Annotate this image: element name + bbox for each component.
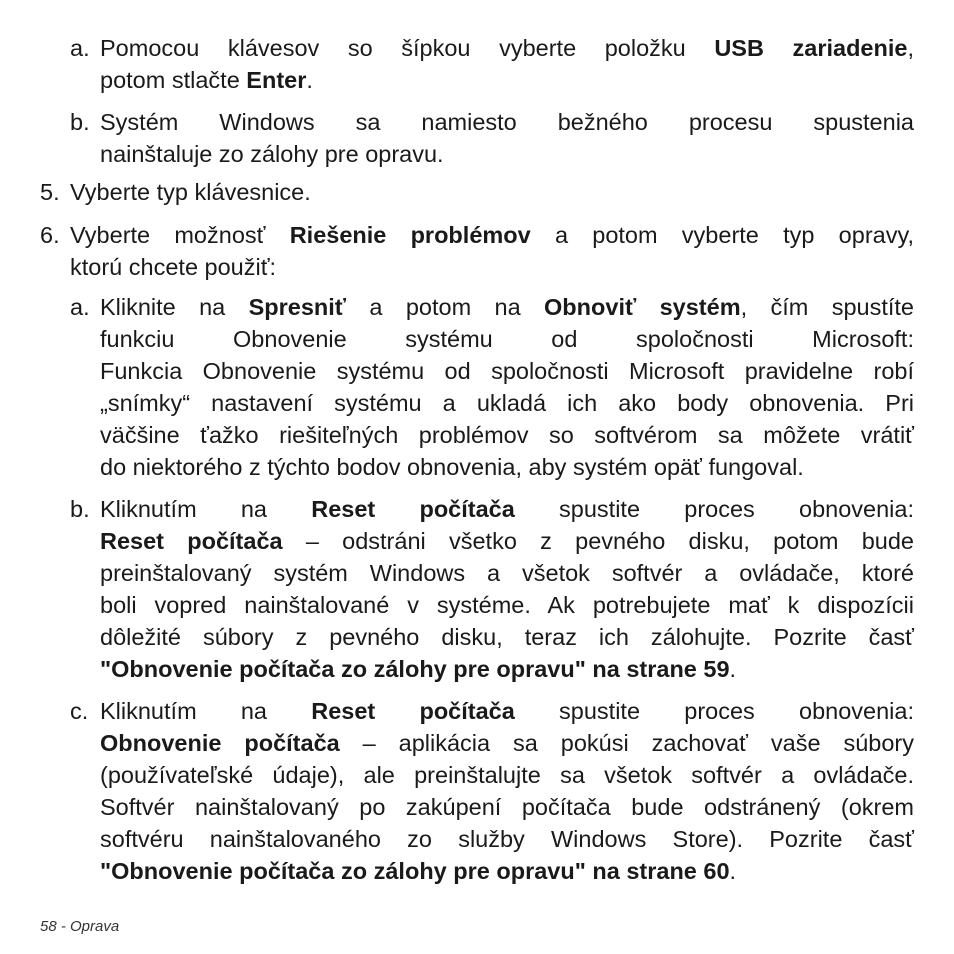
- text-run: nainštaluje zo zálohy pre opravu.: [100, 141, 444, 167]
- bold-text: Reset počítača: [311, 496, 515, 522]
- text-run: Systém Windows sa namiesto bežného procesu spustenia: [100, 109, 914, 135]
- text-run: potom stlačte: [100, 67, 247, 93]
- list-item-text: [100, 32, 914, 96]
- bold-text: Obnoviť systém: [544, 294, 741, 320]
- bold-text: Riešenie problémov: [289, 222, 531, 248]
- text-line: [100, 323, 914, 355]
- list-item-text: [100, 291, 914, 483]
- text-line: [100, 589, 914, 621]
- list-marker: b.: [70, 496, 90, 522]
- list-marker: a.: [70, 35, 90, 61]
- text-run: Kliknutím na: [100, 698, 312, 724]
- list-item-text: [100, 493, 914, 685]
- page-footer: 58 - Oprava: [40, 918, 120, 935]
- bold-text: Obnovenie počítača: [100, 730, 340, 756]
- text-run: preinštalovaný systém Windows a všetok softvér a ovládače, ktoré: [100, 560, 914, 586]
- text-run: ktorú chcete použiť:: [70, 254, 277, 280]
- list-marker: c.: [70, 698, 89, 724]
- text-line: [100, 64, 914, 96]
- text-run: softvéru nainštalovaného zo služby Windows Store). Pozrite časť: [100, 826, 914, 852]
- bold-text: "Obnovenie počítača zo zálohy pre opravu" na strane 59: [100, 656, 730, 682]
- text-run: (používateľské údaje), ale preinštalujte sa všetok softvér a ovládače.: [100, 762, 914, 788]
- text-line: [100, 493, 914, 525]
- list-marker: a.: [70, 294, 90, 320]
- text-run: Kliknutím na: [100, 496, 312, 522]
- text-run: Vyberte typ klávesnice.: [70, 179, 311, 205]
- text-line: [100, 419, 914, 451]
- list-marker: b.: [70, 109, 90, 135]
- text-run: – odstráni všetko z pevného disku, potom bude: [282, 528, 914, 554]
- text-line: [100, 653, 914, 685]
- text-line: [100, 525, 914, 557]
- list-item-text: [100, 695, 914, 887]
- list-item-text: [70, 176, 914, 208]
- text-line: [70, 176, 914, 208]
- text-run: väčšine ťažko riešiteľných problémov so softvérom sa môžete vrátiť: [100, 422, 914, 448]
- text-run: spustite proces obnovenia:: [514, 496, 914, 522]
- text-run: .: [729, 656, 737, 682]
- text-run: Vyberte možnosť: [70, 222, 290, 248]
- text-line: [100, 823, 914, 855]
- text-line: [100, 106, 914, 138]
- text-line: [100, 557, 914, 589]
- text-run: Softvér nainštalovaný po zakúpení počítača bude odstránený (okrem: [100, 794, 914, 820]
- text-run: .: [729, 858, 737, 884]
- bold-text: Spresniť: [248, 294, 347, 320]
- text-line: [100, 759, 914, 791]
- text-line: [100, 695, 914, 727]
- text-line: [100, 451, 914, 483]
- text-line: [100, 387, 914, 419]
- text-line: [100, 727, 914, 759]
- text-run: Pomocou klávesov so šípkou vyberte položku: [100, 35, 715, 61]
- text-run: do niektorého z týchto bodov obnovenia, aby systém opäť fungoval.: [100, 454, 804, 480]
- list-item-text: [70, 219, 914, 283]
- text-line: [100, 621, 914, 653]
- text-run: funkciu Obnovenie systému od spoločnosti Microsoft:: [100, 326, 914, 352]
- bold-text: USB zariadenie: [714, 35, 908, 61]
- bold-text: Reset počítača: [311, 698, 515, 724]
- text-run: – aplikácia sa pokúsi zachovať vaše súbory: [339, 730, 914, 756]
- text-line: [100, 138, 914, 170]
- list-item-text: [100, 106, 914, 170]
- list-marker: 5.: [40, 179, 60, 205]
- text-line: [100, 855, 914, 887]
- text-line: [100, 32, 914, 64]
- text-run: a potom vyberte typ opravy,: [530, 222, 914, 248]
- text-run: spustite proces obnovenia:: [514, 698, 914, 724]
- text-run: .: [306, 67, 313, 93]
- bold-text: Enter: [246, 67, 307, 93]
- text-line: [100, 291, 914, 323]
- text-run: , čím spustíte: [740, 294, 914, 320]
- bold-text: Reset počítača: [100, 528, 283, 554]
- text-run: a potom na: [346, 294, 545, 320]
- text-run: boli vopred nainštalované v systéme. Ak potrebujete mať k dispozícii: [100, 592, 914, 618]
- text-run: ,: [907, 35, 914, 61]
- text-line: [70, 219, 914, 251]
- text-run: Kliknite na: [100, 294, 249, 320]
- bold-text: "Obnovenie počítača zo zálohy pre opravu" na strane 60: [100, 858, 730, 884]
- list-marker: 6.: [40, 222, 60, 248]
- text-run: „snímky“ nastavení systému a ukladá ich ako body obnovenia. Pri: [100, 390, 914, 416]
- text-line: [100, 791, 914, 823]
- text-line: [100, 355, 914, 387]
- text-line: [70, 251, 914, 283]
- text-run: Funkcia Obnovenie systému od spoločnosti Microsoft pravidelne robí: [100, 358, 914, 384]
- text-run: dôležité súbory z pevného disku, teraz ich zálohujte. Pozrite časť: [100, 624, 914, 650]
